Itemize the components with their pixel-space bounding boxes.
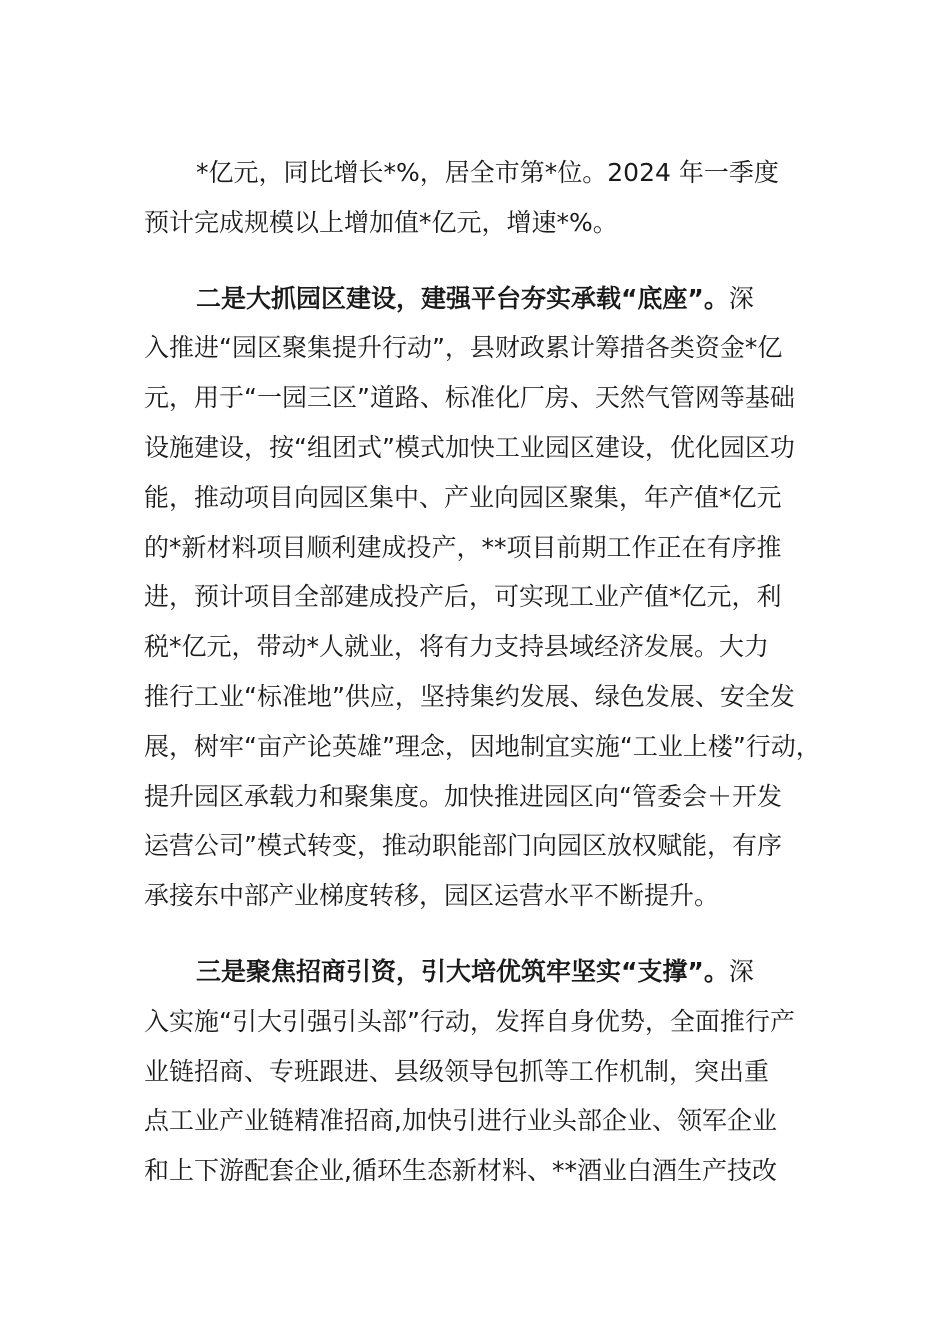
paragraph-2-line: 税*亿元，带动*人就业，将有力支持县域经济发展。大力 xyxy=(144,632,770,662)
paragraph-3-line: 业链招商、专班跟进、县级领导包抓等工作机制，突出重 xyxy=(144,1056,770,1086)
paragraph-1 xyxy=(144,148,834,248)
paragraph-2-line: 运营公司”模式转变，推动职能部门向园区放权赋能，有序 xyxy=(144,831,782,861)
paragraph-2-line: 的*新材料项目顺利建成投产，**项目前期工作正在有序推 xyxy=(144,532,782,562)
paragraph-2-line: 提升园区承载力和聚集度。加快推进园区向“管委会＋开发 xyxy=(144,781,782,811)
paragraph-3-line: 和上下游配套企业,循环生态新材料、**酒业白酒生产技改 xyxy=(144,1156,777,1186)
paragraph-3-first-line-rest: 深 xyxy=(728,956,754,986)
paragraph-2-line-1 xyxy=(144,274,834,324)
paragraph-3 xyxy=(144,947,834,1196)
paragraph-1-line-1: *亿元，同比增长*%，居全市第*位。2024 年一季度 xyxy=(196,158,779,187)
document-body xyxy=(144,148,834,1196)
paragraph-2-line: 推行工业“标准地”供应，坚持集约发展、绿色发展、安全发 xyxy=(144,681,795,711)
paragraph-2-line: 承接东中部产业梯度转移，园区运营水平不断提升。 xyxy=(144,881,720,911)
paragraph-2-line: 展，树牢“亩产论英雄”理念，因地制宜实施“工业上楼”行动， xyxy=(144,731,821,761)
paragraph-2-line: 能，推动项目向园区集中、产业向园区聚集，年产值*亿元 xyxy=(144,482,782,512)
paragraph-2-line: 设施建设，按“组团式”模式加快工业园区建设，优化园区功 xyxy=(144,432,795,462)
paragraph-2-line: 进，预计项目全部建成投产后，可实现工业产值*亿元，利 xyxy=(144,582,782,612)
paragraph-2-first-line-rest: 深 xyxy=(728,283,754,313)
paragraph-spacer xyxy=(144,921,834,947)
paragraph-2-line: 入推进“园区聚集提升行动”，县财政累计筹措各类资金*亿 xyxy=(144,333,783,363)
paragraph-2-heading: 二是大抓园区建设，建强平台夯实承载“底座”。 xyxy=(196,283,729,313)
paragraph-spacer xyxy=(144,248,834,274)
paragraph-2-line: 元，用于“一园三区”道路、标准化厂房、天然气管网等基础 xyxy=(144,383,795,413)
paragraph-3-heading: 三是聚焦招商引资，引大培优筑牢坚实“支撑”。 xyxy=(196,956,729,986)
paragraph-3-line: 入实施“引大引强引头部”行动，发挥自身优势，全面推行产 xyxy=(144,1006,795,1036)
paragraph-1-line-2: 预计完成规模以上增加值*亿元，增速*%。 xyxy=(144,207,618,237)
paragraph-2 xyxy=(144,274,834,921)
paragraph-3-line-1 xyxy=(144,947,834,997)
paragraph-3-line: 点工业产业链精准招商,加快引进行业头部企业、领军企业 xyxy=(144,1106,777,1136)
